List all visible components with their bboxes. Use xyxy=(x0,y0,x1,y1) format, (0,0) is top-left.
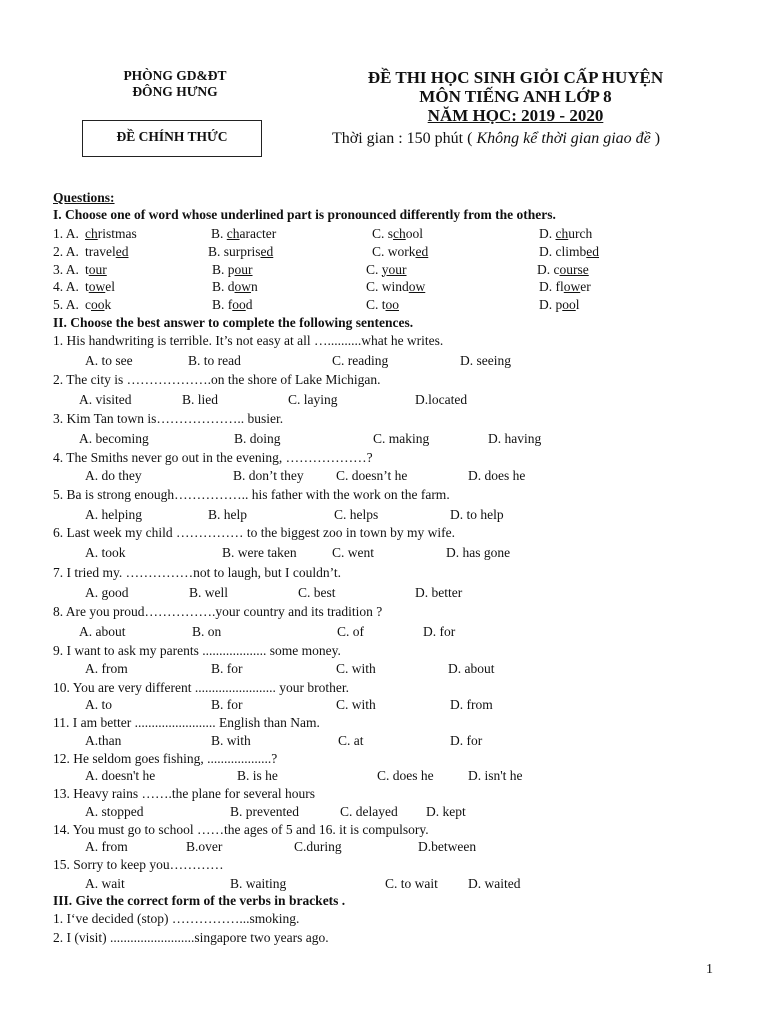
questions-label: Questions: xyxy=(53,190,115,205)
option-part-pre: D. p xyxy=(539,297,563,313)
section1-row-number: 2. A. xyxy=(53,243,79,259)
option-part-und: oo xyxy=(562,297,576,313)
section2-title: II. Choose the best answer to complete the following sentences. xyxy=(53,315,414,330)
section2-question: 5. Ba is strong enough…………….. his father with the work on the farm. xyxy=(53,487,450,502)
section2-answer-option[interactable]: D.between xyxy=(418,839,477,854)
section1-option xyxy=(366,297,399,313)
time-prefix: Thời gian : 150 phút ( xyxy=(332,130,477,147)
option-part-pre: D. xyxy=(539,226,556,241)
section2-answer-option[interactable]: D. to help xyxy=(450,507,504,522)
section1-option xyxy=(372,226,423,242)
section2-answer-option[interactable]: A. do they xyxy=(85,468,142,483)
option-part-post: n xyxy=(251,279,258,295)
option-part-pre: travel xyxy=(85,243,116,259)
exam-title xyxy=(318,68,713,125)
option-part-pre: C. xyxy=(366,261,382,277)
option-part-und: oo xyxy=(232,297,246,313)
section2-answer-option[interactable]: B. help xyxy=(208,507,247,522)
option-part-und: ow xyxy=(408,279,426,295)
option-part-pre: t xyxy=(85,279,89,295)
option-part-pre: c xyxy=(85,297,91,313)
section2-answer-option[interactable]: B. well xyxy=(189,585,228,600)
section2-answer-option[interactable]: A. becoming xyxy=(79,431,149,446)
option-part-post: k xyxy=(104,297,112,313)
section2-answer-option[interactable]: A. wait xyxy=(85,876,125,891)
section2-answer-option[interactable]: A. helping xyxy=(85,507,142,522)
section3-title: III. Give the correct form of the verbs in brackets . xyxy=(53,893,346,908)
section2-answer-option[interactable]: B. for xyxy=(211,697,243,712)
section2-answer-option[interactable]: B. don’t they xyxy=(233,468,304,483)
section2-question: 2. The city is ……………….on the shore of Lake Michigan. xyxy=(53,372,381,387)
page-number: 1 xyxy=(706,962,713,977)
section2-answer-option[interactable]: A. good xyxy=(85,585,129,600)
section1-title: I. Choose one of word whose underlined part is pronounced differently from the others. xyxy=(53,207,556,222)
section2-answer-option[interactable]: D. for xyxy=(450,733,483,748)
section2-question: 11. I am better ........................ English than Nam. xyxy=(53,715,320,730)
section2-answer-option[interactable]: A. doesn't he xyxy=(85,768,156,783)
option-part-und: ch xyxy=(555,226,569,241)
option-part-und: oo xyxy=(385,297,400,313)
section2-answer-option[interactable]: D. having xyxy=(488,431,542,446)
section1-option xyxy=(539,226,592,242)
section2-question: 4. The Smiths never go out in the evening, ………………? xyxy=(53,450,373,465)
section2-answer-option[interactable]: D.located xyxy=(415,392,468,407)
section1-row-number: 4. A. xyxy=(53,279,79,295)
department-line2: ĐÔNG HƯNG xyxy=(132,84,218,99)
section1-option xyxy=(366,279,425,295)
section2-answer-option[interactable]: B. doing xyxy=(234,431,281,446)
section1-option xyxy=(211,226,276,242)
option-part-und: ed xyxy=(586,243,599,259)
section1-option xyxy=(539,244,599,260)
option-part-post: d xyxy=(245,297,253,313)
option-part-und: ch xyxy=(226,226,240,241)
option-part-pre: C. t xyxy=(366,297,386,313)
option-part-und: your xyxy=(381,261,407,277)
section1-option xyxy=(85,226,137,242)
department-line1: PHÒNG GD&ĐT xyxy=(123,68,227,83)
option-part-und: ed xyxy=(115,243,129,259)
option-part-post: l xyxy=(575,297,580,313)
section2-answer-option[interactable]: A. from xyxy=(85,661,128,676)
section2-answer-option[interactable]: A. visited xyxy=(79,392,132,407)
section1-option xyxy=(85,244,128,260)
section2-answer-option[interactable]: C. to wait xyxy=(385,876,438,891)
section2-question: 1. His handwriting is terrible. It’s not easy at all …..........what he writes. xyxy=(53,333,444,348)
section2-question: 14. You must go to school ……the ages of 5 and 16. it is compulsory. xyxy=(53,822,429,837)
section2-answer-option[interactable]: B. on xyxy=(192,624,222,639)
section2-question: 12. He seldom goes fishing, ...................? xyxy=(53,751,278,766)
section2-question: 6. Last week my child …………… to the biggest zoo in town by my wife. xyxy=(53,525,455,540)
option-part-pre: C. s xyxy=(372,226,394,241)
section2-answer-option[interactable]: D. isn't he xyxy=(468,768,523,783)
section2-answer-option[interactable]: B.over xyxy=(186,839,223,854)
option-part-pre: B. xyxy=(211,226,227,241)
section2-answer-option[interactable]: A. to xyxy=(85,697,112,712)
section1-option xyxy=(85,279,115,295)
exam-title-line1: ĐỀ THI HỌC SINH GIỎI CẤP HUYỆN xyxy=(367,68,664,87)
option-part-und: ed xyxy=(260,243,274,259)
section3-item-1: 1. I‘ve decided (stop) ……………...smoking. xyxy=(53,911,300,926)
section2-answer-option[interactable]: C. with xyxy=(336,661,376,676)
option-part-pre: B. p xyxy=(212,261,235,277)
section2-answer-option[interactable]: B. to read xyxy=(188,353,241,368)
section2-answer-option[interactable]: B. for xyxy=(211,661,243,676)
section2-question: 8. Are you proud…………….your country and its tradition ? xyxy=(53,604,383,619)
section2-answer-option[interactable]: A. about xyxy=(79,624,126,639)
option-part-post: urch xyxy=(568,226,593,241)
section2-answer-option[interactable]: D. better xyxy=(415,585,463,600)
section1-option xyxy=(537,262,589,278)
section2-answer-option[interactable]: B. were taken xyxy=(222,545,297,560)
section2-answer-option[interactable]: C. went xyxy=(332,545,374,560)
section2-answer-option[interactable]: B. waiting xyxy=(230,876,287,891)
section2-answer-option[interactable]: D. has gone xyxy=(446,545,511,560)
section1-option xyxy=(212,297,253,313)
section2-answer-option[interactable]: D. waited xyxy=(468,876,521,891)
option-part-pre: D. climb xyxy=(539,243,587,259)
section2-answer-option[interactable]: D. from xyxy=(450,697,493,712)
department-name xyxy=(95,68,255,100)
section2-answer-option[interactable]: C. doesn’t he xyxy=(336,468,408,483)
option-part-und: ow xyxy=(563,279,581,295)
section2-answer-option[interactable]: A.than xyxy=(85,733,122,748)
section2-answer-option[interactable]: C. delayed xyxy=(340,804,398,819)
section2-question: 10. You are very different ........................ your brother. xyxy=(53,680,349,695)
section3-item-2: 2. I (visit) .........................singapore two years ago. xyxy=(53,930,329,945)
section1-option xyxy=(212,262,253,278)
section1-option xyxy=(208,244,273,260)
option-part-pre: C. wind xyxy=(366,279,409,295)
section2-answer-option[interactable]: C.during xyxy=(294,839,342,854)
option-part-post: er xyxy=(580,279,591,295)
option-part-pre: B. f xyxy=(212,297,233,313)
option-part-und: ed xyxy=(415,243,429,259)
time-italic: Không kể thời gian giao đề xyxy=(476,130,651,147)
section1-option xyxy=(372,244,428,260)
option-part-pre: t xyxy=(85,261,89,277)
section2-answer-option[interactable]: B. with xyxy=(211,733,251,748)
section2-answer-option[interactable]: C. reading xyxy=(332,353,389,368)
section2-answer-option[interactable]: B. is he xyxy=(237,768,278,783)
section1-option xyxy=(85,262,107,278)
section1-option xyxy=(212,279,258,295)
section2-answer-option[interactable]: C. laying xyxy=(288,392,338,407)
option-part-pre: B. d xyxy=(212,279,235,295)
section1-option xyxy=(539,297,580,313)
section2-answer-option[interactable]: D. for xyxy=(423,624,456,639)
section2-answer-option[interactable]: D. kept xyxy=(426,804,466,819)
section2-answer-option[interactable]: B. prevented xyxy=(230,804,299,819)
section1-option xyxy=(366,262,407,278)
option-part-und: oo xyxy=(91,297,105,313)
option-part-und: ourse xyxy=(559,261,589,277)
section2-answer-option[interactable]: D. does he xyxy=(468,468,526,483)
section2-answer-option[interactable]: D. about xyxy=(448,661,495,676)
option-part-pre: D. c xyxy=(537,261,560,277)
section2-answer-option[interactable]: C. making xyxy=(373,431,430,446)
section2-question: 15. Sorry to keep you………… xyxy=(53,857,224,872)
option-part-pre: C. work xyxy=(372,243,416,259)
section2-answer-option[interactable]: C. helps xyxy=(334,507,379,522)
section2-answer-option[interactable]: C. best xyxy=(298,585,336,600)
section1-row-number: 5. A. xyxy=(53,297,79,313)
section2-answer-option[interactable]: A. took xyxy=(85,545,126,560)
option-part-und: ch xyxy=(393,226,406,241)
section2-question: 13. Heavy rains …….the plane for several hours xyxy=(53,786,316,801)
section2-answer-option[interactable]: C. at xyxy=(338,733,364,748)
option-part-und: ch xyxy=(85,226,98,241)
option-part-und: ow xyxy=(234,279,252,295)
option-part-pre: B. surpris xyxy=(208,243,261,259)
section2-answer-option[interactable]: A. from xyxy=(85,839,128,854)
option-part-post: ristmas xyxy=(97,226,137,241)
section1-option xyxy=(539,279,591,295)
option-part-post: aracter xyxy=(239,226,277,241)
time-suffix: ) xyxy=(650,130,661,147)
section2-answer-option[interactable]: B. lied xyxy=(182,392,218,407)
section2-answer-option[interactable]: C. with xyxy=(336,697,376,712)
section2-answer-option[interactable]: C. does he xyxy=(377,768,434,783)
school-year: NĂM HỌC: 2019 - 2020 xyxy=(427,106,604,125)
option-part-und: our xyxy=(88,261,107,277)
official-label: ĐỀ CHÍNH THỨC xyxy=(116,129,228,144)
section2-answer-option[interactable]: C. of xyxy=(337,624,364,639)
section2-answer-option[interactable]: A. to see xyxy=(85,353,133,368)
option-part-und: our xyxy=(234,261,253,277)
option-part-post: ool xyxy=(405,226,424,241)
option-part-post: el xyxy=(105,279,116,295)
option-part-pre: D. fl xyxy=(539,279,564,295)
time-note xyxy=(332,130,660,148)
section1-row-number: 3. A. xyxy=(53,261,79,277)
section1-row-number: 1. A. xyxy=(53,226,79,241)
section2-answer-option[interactable]: D. seeing xyxy=(460,353,511,368)
section2-question: 3. Kim Tan town is……………….. busier. xyxy=(53,411,284,426)
section2-question: 9. I want to ask my parents ................... some money. xyxy=(53,643,341,658)
section2-question: 7. I tried my. ……………not to laugh, but I couldn’t. xyxy=(53,565,341,580)
section1-option xyxy=(85,297,111,313)
exam-title-line2: MÔN TIẾNG ANH LỚP 8 xyxy=(419,87,612,106)
section2-answer-option[interactable]: A. stopped xyxy=(85,804,144,819)
option-part-und: ow xyxy=(88,279,106,295)
